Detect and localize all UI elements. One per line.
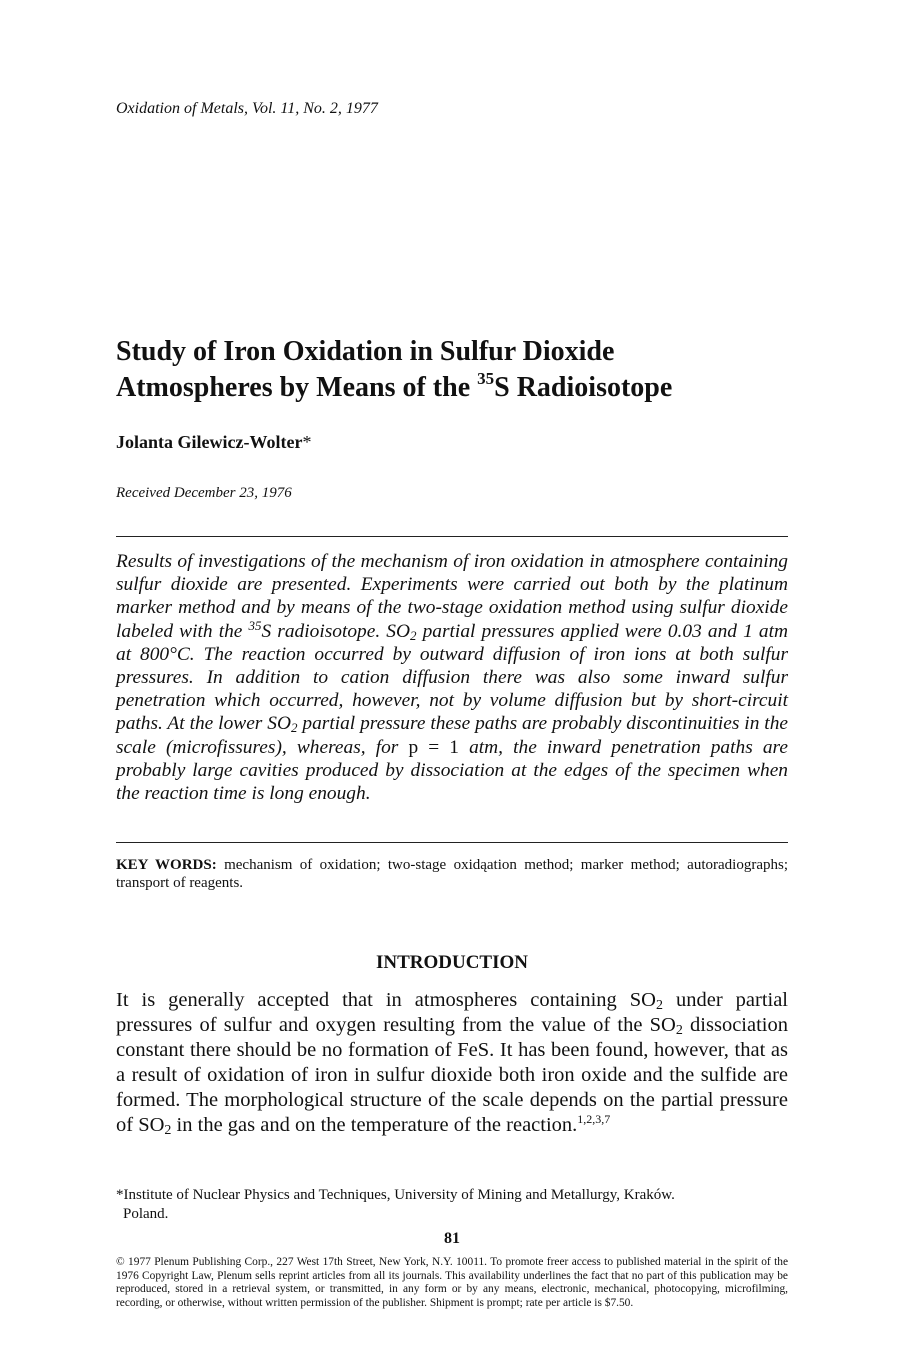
author-affiliation-footnote [116,1186,788,1224]
footnote-line-1: *Institute of Nuclear Physics and Techniques, University of Mining and Metallurgy, Kraków. [116,1187,675,1203]
intro-sub-2: 2 [675,1023,683,1038]
abstract-text-3: partial pressures applied were 0.03 and 1 atm at 800°C. The reaction occurred by outward diffusion of iron ions at both sulfur pressures. In addition to cation diffusion there was also some inward sulfur penetration which occurred, however, not by volume diffusion but by short-circuit paths. At the lower SO [116,620,788,735]
key-words-label: KEY WORDS: [116,857,217,873]
abstract-top-rule [116,536,788,537]
isotope-superscript: 35 [477,369,495,388]
abstract-sub-1: 2 [410,627,417,643]
introduction-paragraph [116,988,788,1138]
abstract-text-5: atm, the inward penetration paths are probably large cavities produced by dissociation at the edges of the specimen when the reaction time is long enough. [116,736,788,805]
section-heading-introduction: INTRODUCTION [375,952,529,973]
intro-references: 1,2,3,7 [577,1112,611,1126]
page-number: 81 [444,1230,460,1247]
abstract-bottom-rule [116,842,788,843]
intro-text-3: dissociation constant there should be no formation of FeS. It has been found, however, that as a result of oxidation of iron in sulfur dioxide both iron oxide and the sulfide are formed. The morphological structure of the scale depends on the partial pressure of SO [116,1014,788,1136]
abstract [116,550,788,805]
intro-text-2: under partial pressures of sulfur and oxygen resulting from the value of the SO [116,989,789,1036]
abstract-pressure-eq: p = 1 [408,736,459,758]
journal-citation: Oxidation of Metals, Vol. 11, No. 2, 1977 [116,100,378,117]
abstract-isotope-sup: 35 [248,617,262,633]
intro-text-4: in the gas and on the temperature of the reaction. [171,1114,578,1136]
title-line-2-pre: Atmospheres by Means of the [116,372,478,403]
intro-text-1: It is generally accepted that in atmospheres containing SO [116,989,656,1011]
title-line-2 [116,370,816,406]
paper-title [116,334,816,406]
abstract-sub-2: 2 [290,720,298,736]
footnote-line-2: Poland. [123,1206,169,1222]
author [116,432,311,453]
title-line-1: Study of Iron Oxidation in Sulfur Dioxide [116,336,615,367]
received-date: Received December 23, 1976 [116,485,292,501]
author-footnote-mark: * [302,432,312,452]
intro-sub-3: 2 [164,1123,172,1138]
abstract-text-2: S radioisotope. SO [261,620,410,642]
copyright-notice: © 1977 Plenum Publishing Corp., 227 West 17th Street, New York, N.Y. 10011. To promote freer access to published material in the spirit of the 1976 Copyright Law, Plenum sells reprint articles from all its journals. This availability underlines the fact that no part of this publication may be reproduced, stored in a retrieval system, or transmitted, in any form or by any means, electronic, mechanical, photocopying, microfilming, recording, or otherwise, without written permission of the publisher. Shipment is prompt; rate per article is $7.50. [116,1256,788,1309]
key-words [116,856,788,892]
title-line-2-post: S Radioisotope [494,372,673,403]
key-words-text: mechanism of oxidation; two-stage oxidąation method; marker method; autoradiographs; transport of reagents. [116,857,788,891]
author-name: Jolanta Gilewicz-Wolter [116,432,303,452]
abstract-text-1: Results of investigations of the mechanism of iron oxidation in atmosphere containing sulfur dioxide are presented. Experiments were carried out both by the platinum marker method and by means of the two-stage oxidation method using sulfur dioxide labeled with the [116,551,788,642]
abstract-text-4: partial pressure these paths are probably discontinuities in the scale (microfissures), whereas, for [116,713,788,758]
intro-sub-1: 2 [655,998,663,1013]
